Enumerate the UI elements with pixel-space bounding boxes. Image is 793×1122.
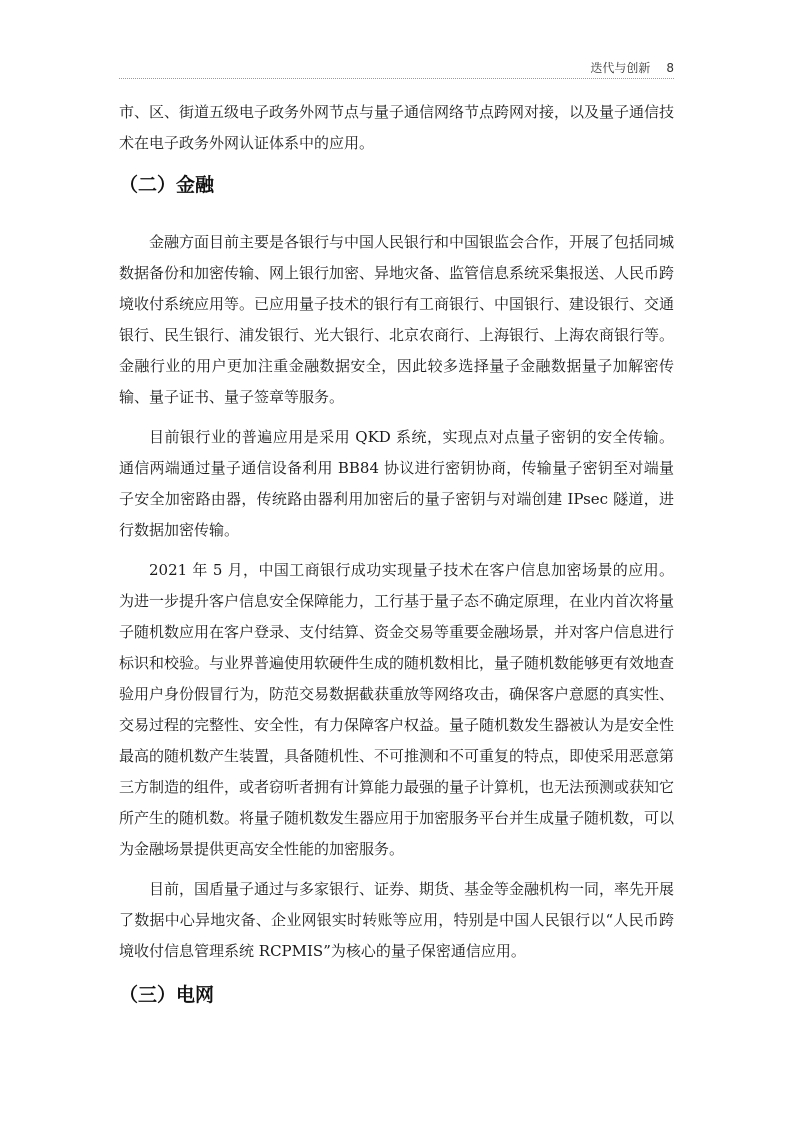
running-title: 迭代与创新 [590,61,651,75]
page-header [119,58,674,79]
finance-paragraph-2: 目前银行业的普遍应用是采用 QKD 系统，实现点对点量子密钥的安全传输。通信两端通过量子通信设备利用 BB84 协议进行密钥协商，传输量子密钥至对端量子安全加密路由器，传统路由器利用加密后的量子密钥与对端创建 IPsec 隧道，进行数据加密传输。 [119,428,674,539]
finance-paragraph-1: 金融方面目前主要是各银行与中国人民银行和中国银监会合作，开展了包括同城数据备份和加密传输、网上银行加密、异地灾备、监管信息系统采集报送、人民币跨境收付系统应用等。已应用量子技术的银行有工商银行、中国银行、建设银行、交通银行、民生银行、浦发银行、光大银行、北京农商行、上海银行、上海农商银行等。金融行业的用户更加注重金融数据安全，因此较多选择量子金融数据量子加解密传输、量子证书、量子签章等服务。 [119,233,675,406]
intro-continuation-paragraph: 市、区、街道五级电子政务外网节点与量子通信网络节点跨网对接，以及量子通信技术在电子政务外网认证体系中的应用。 [119,103,675,152]
section-heading-grid: （三）电网 [119,984,215,1006]
section-heading-finance: （二）金融 [119,174,215,196]
page-number: 8 [666,61,674,75]
finance-paragraph-3: 2021 年 5 月，中国工商银行成功实现量子技术在客户信息加密场景的应用。为进一步提升客户信息安全保障能力，工行基于量子态不确定原理，在业内首次将量子随机数应用在客户登录、支付结算、资金交易等重要金融场景，并对客户信息进行标识和校验。与业界普遍使用软硬件生成的随机数相比，量子随机数能够更有效地查验用户身份假冒行为，防范交易数据截获重放等网络攻击，确保客户意愿的真实性、交易过程的完整性、安全性，有力保障客户权益。量子随机数发生器被认为是安全性最高的随机数产生装置，具备随机性、不可推测和不可重复的特点，即使采用恶意第三方制造的组件，或者窃听者拥有计算能力最强的量子计算机，也无法预测或获知它所产生的随机数。将量子随机数发生器应用于加密服务平台并生成量子随机数，可以为金融场景提供更高安全性能的加密服务。 [119,561,675,858]
finance-paragraph-4: 目前，国盾量子通过与多家银行、证券、期货、基金等金融机构一同，率先开展了数据中心异地灾备、企业网银实时转账等应用，特别是中国人民银行以“人民币跨境收付信息管理系统 RCPMIS”为核心的量子保密通信应用。 [119,880,675,960]
page-body [119,97,674,1009]
